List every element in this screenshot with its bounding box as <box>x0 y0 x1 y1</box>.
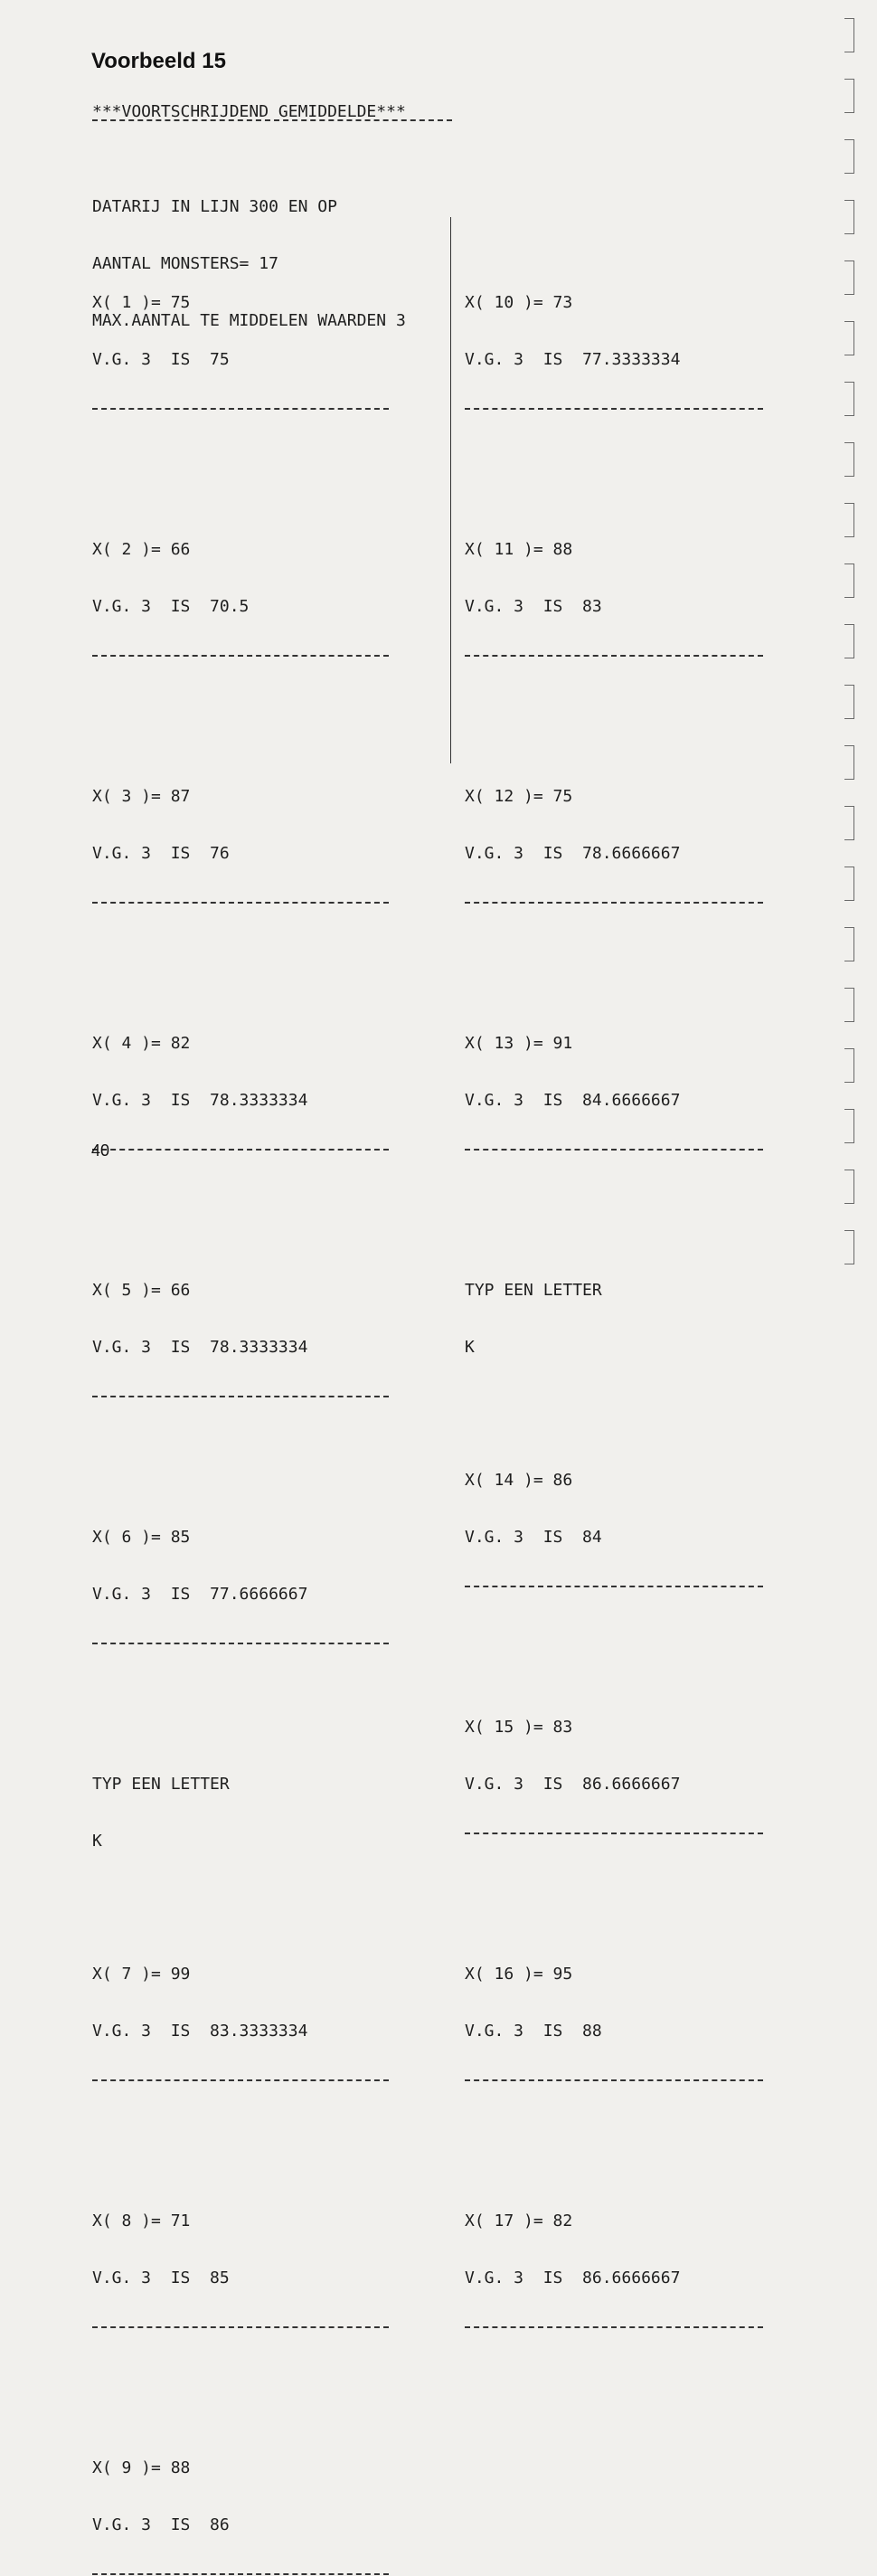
header-line: DATARIJ IN LIJN 300 EN OP <box>92 197 337 216</box>
sample-value-line: X( 3 )= 87 <box>92 787 191 806</box>
punch-hole <box>844 1048 854 1083</box>
output-block <box>465 1927 763 2136</box>
punch-hole <box>844 442 854 477</box>
output-block <box>465 996 763 1205</box>
output-column-right <box>465 217 763 2401</box>
dashed-rule <box>92 655 389 657</box>
moving-average-line: V.G. 3 IS 76 <box>92 844 230 863</box>
sample-value-line: X( 14 )= 86 <box>465 1471 573 1490</box>
dashed-rule <box>92 2079 389 2081</box>
prompt-input: K <box>465 1338 475 1357</box>
output-block <box>92 1490 389 1699</box>
moving-average-line: V.G. 3 IS 77.6666667 <box>92 1585 308 1604</box>
output-block <box>465 255 763 464</box>
sample-value-line: X( 9 )= 88 <box>92 2458 191 2477</box>
sample-value-line: X( 4 )= 82 <box>92 1034 191 1053</box>
moving-average-line: V.G. 3 IS 83 <box>465 597 602 616</box>
header-line: AANTAL MONSTERS= 17 <box>92 254 278 273</box>
letter-prompt <box>465 1243 763 1395</box>
dashed-rule <box>92 902 389 904</box>
punch-hole <box>844 624 854 658</box>
dashed-rule <box>465 655 763 657</box>
sample-value-line: X( 15 )= 83 <box>465 1718 573 1737</box>
output-block <box>465 502 763 711</box>
moving-average-line: V.G. 3 IS 86.6666667 <box>465 2268 681 2287</box>
output-block <box>92 502 389 711</box>
punch-hole <box>844 382 854 416</box>
prompt-input: K <box>92 1832 102 1851</box>
punch-hole <box>844 321 854 355</box>
dashed-rule <box>92 1396 389 1397</box>
moving-average-line: V.G. 3 IS 84.6666667 <box>465 1091 681 1110</box>
moving-average-line: V.G. 3 IS 83.3333334 <box>92 2022 308 2041</box>
output-block <box>465 1680 763 1889</box>
output-block <box>465 1433 763 1642</box>
sample-value-line: X( 12 )= 75 <box>465 787 573 806</box>
sample-value-line: X( 17 )= 82 <box>465 2211 573 2230</box>
moving-average-line: V.G. 3 IS 85 <box>92 2268 230 2287</box>
output-block <box>92 749 389 958</box>
moving-average-line: V.G. 3 IS 78.3333334 <box>92 1338 308 1357</box>
output-block <box>465 749 763 958</box>
moving-average-line: V.G. 3 IS 77.3333334 <box>465 350 681 369</box>
dashed-rule <box>465 408 763 410</box>
punch-hole <box>844 1109 854 1143</box>
dashed-rule <box>92 1149 389 1151</box>
dashed-rule <box>92 2326 389 2328</box>
letter-prompt <box>92 1737 389 1889</box>
prompt-text: TYP EEN LETTER <box>465 1281 602 1300</box>
program-banner: ***VOORTSCHRIJDEND GEMIDDELDE*** <box>92 102 406 121</box>
moving-average-line: V.G. 3 IS 86.6666667 <box>465 1775 681 1794</box>
dashed-rule <box>92 2573 389 2575</box>
page-heading: Voorbeeld 15 <box>91 49 226 73</box>
sample-value-line: X( 1 )= 75 <box>92 293 191 312</box>
prompt-text: TYP EEN LETTER <box>92 1775 230 1794</box>
moving-average-line: V.G. 3 IS 70.5 <box>92 597 250 616</box>
punch-hole <box>844 867 854 901</box>
output-block <box>92 1927 389 2136</box>
output-block <box>92 2420 389 2576</box>
dashed-rule <box>465 1586 763 1587</box>
output-block <box>92 1243 389 1452</box>
page-number: 40 <box>91 1141 110 1160</box>
punch-hole <box>844 1230 854 1264</box>
dashed-rule <box>92 1643 389 1644</box>
punch-hole <box>844 18 854 52</box>
punch-hole <box>844 685 854 719</box>
sample-value-line: X( 7 )= 99 <box>92 1965 191 1984</box>
banner-rule <box>92 119 452 121</box>
punch-hole <box>844 260 854 295</box>
punch-hole <box>844 564 854 598</box>
dashed-rule <box>465 1149 763 1151</box>
punch-hole <box>844 745 854 780</box>
header-line: MAX.AANTAL TE MIDDELEN WAARDEN 3 <box>92 311 406 330</box>
moving-average-line: V.G. 3 IS 88 <box>465 2022 602 2041</box>
sample-value-line: X( 2 )= 66 <box>92 540 191 559</box>
output-block <box>92 2174 389 2382</box>
moving-average-line: V.G. 3 IS 84 <box>465 1528 602 1547</box>
moving-average-line: V.G. 3 IS 78.6666667 <box>465 844 681 863</box>
dashed-rule <box>92 408 389 410</box>
moving-average-line: V.G. 3 IS 86 <box>92 2515 230 2534</box>
sample-value-line: X( 8 )= 71 <box>92 2211 191 2230</box>
sample-value-line: X( 5 )= 66 <box>92 1281 191 1300</box>
punch-hole <box>844 806 854 840</box>
punch-hole <box>844 79 854 113</box>
output-block <box>465 2174 763 2382</box>
sample-value-line: X( 16 )= 95 <box>465 1965 573 1984</box>
moving-average-line: V.G. 3 IS 78.3333334 <box>92 1091 308 1110</box>
punch-hole <box>844 927 854 961</box>
output-block <box>92 996 389 1205</box>
punch-hole <box>844 200 854 234</box>
dashed-rule <box>465 2079 763 2081</box>
dashed-rule <box>465 902 763 904</box>
sample-value-line: X( 6 )= 85 <box>92 1528 191 1547</box>
column-divider <box>450 217 451 763</box>
moving-average-line: V.G. 3 IS 75 <box>92 350 230 369</box>
sample-value-line: X( 10 )= 73 <box>465 293 573 312</box>
output-block <box>92 255 389 464</box>
output-column-left <box>92 217 389 2576</box>
sample-value-line: X( 11 )= 88 <box>465 540 573 559</box>
punch-hole <box>844 503 854 537</box>
punch-hole <box>844 1170 854 1204</box>
dashed-rule <box>465 1833 763 1834</box>
sample-value-line: X( 13 )= 91 <box>465 1034 573 1053</box>
punch-hole <box>844 988 854 1022</box>
punch-hole <box>844 139 854 174</box>
dashed-rule <box>465 2326 763 2328</box>
